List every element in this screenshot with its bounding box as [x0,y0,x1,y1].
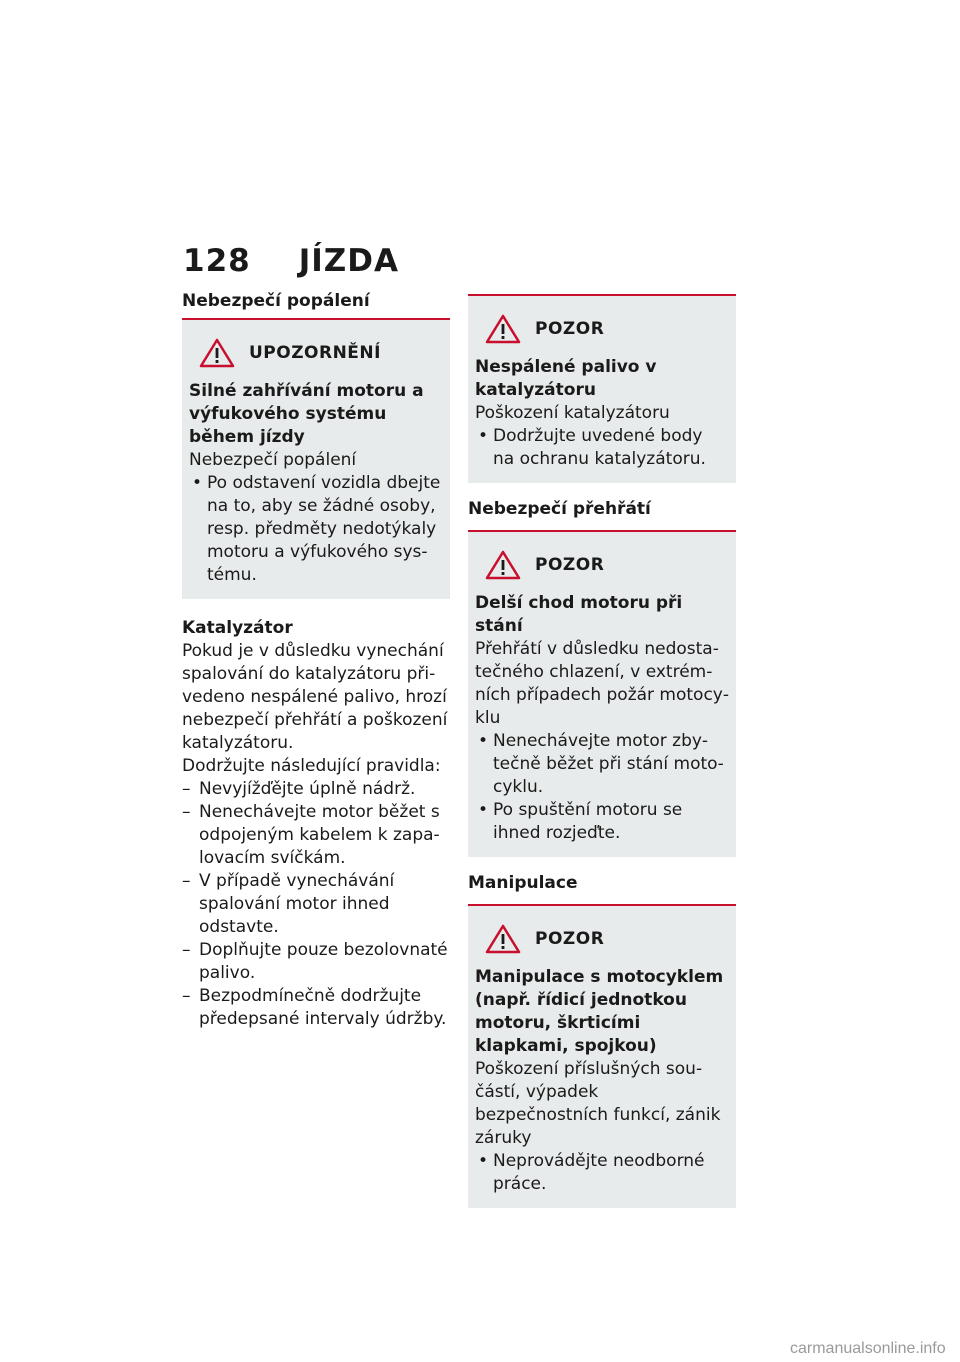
box-title: Delší chod motoru při stání [475,593,683,636]
box-title-row [475,924,729,954]
rules-list [182,778,450,1031]
rule-item: – Nenechávejte motor běžet s odpojeným kabelem k zapalovacím svíčkám. [182,801,450,870]
box-title-row [189,338,443,368]
box-title: Nespálené palivo v katalyzátoru [475,357,657,400]
bullet-item: • Nenechávejte motor zbytečně běžet při stání motocyklu. [475,730,729,799]
right-column [468,290,736,1208]
bullet-item: • Neprovádějte neodborné práce. [475,1150,729,1196]
warning-triangle-icon [485,314,521,344]
box-title-row [475,314,729,344]
watermark[interactable]: carmanualsonline.info [790,1340,946,1357]
caution-box-manipulation [468,906,736,1208]
box-subtitle: Poškození katalyzátoru [475,403,670,423]
box-title-row [475,550,729,580]
left-column [182,290,450,1031]
warning-triangle-icon [199,338,235,368]
chapter-title: JÍZDA [298,243,399,279]
box-bullets [475,425,729,471]
box-bullets [475,730,729,845]
bullet-item: • Dodržujte uvedené body na ochranu katalyzátoru. [475,425,729,471]
warning-triangle-icon [485,550,521,580]
box-bullets [189,472,443,587]
box-subtitle: Přehřátí v důsledku nedostatečného chlazení, v extrémních případech požár motocyklu [475,639,730,728]
rule-item: – Nevyjížďějte úplně nádrž. [182,778,450,801]
section-heading-burn: Nebezpečí popálení [182,291,370,311]
section-heading-catalyst: Katalyzátor [182,618,293,638]
box-bullets [475,1150,729,1196]
rule-item: – Bezpodmínečně dodržujte předepsané intervaly údržby. [182,985,450,1031]
rule-item: – Doplňujte pouze bezolovnaté palivo. [182,939,450,985]
box-label: POZOR [535,929,605,949]
page-number: 128 [183,243,251,279]
caution-box-catalyst [468,296,736,483]
box-title: Silné zahřívání motoru a výfukového systému během jízdy [189,381,424,447]
section-heading-overheat: Nebezpečí přehřátí [468,499,651,519]
section-heading-manipulation: Manipulace [468,873,578,893]
bullet-item: • Po odstavení vozidla dbejte na to, aby se žádné osoby, resp. předměty nedotýkaly motoru a výfukového systému. [189,472,443,587]
caution-box-overheat [468,532,736,857]
box-label: POZOR [535,319,605,339]
box-subtitle: Nebezpečí popálení [189,450,357,470]
page-header [183,243,399,279]
box-subtitle: Poškození příslušných součástí, výpadek bezpečnostních funkcí, zánik záruky [475,1059,721,1148]
rule-item: – V případě vynechávání spalování motor ihned odstavte. [182,870,450,939]
box-label: UPOZORNĚNÍ [249,343,381,363]
bullet-item: • Po spuštění motoru se ihned rozjeďte. [475,799,729,845]
catalyst-paragraph: Pokud je v důsledku vynechání spalování do katalyzátoru přivedeno nespálené palivo, hrozí nebezpečí přehřátí a poškození katalyzátoru. [182,641,448,753]
warning-box-burn [182,320,450,599]
rules-intro: Dodržujte následující pravidla: [182,756,441,776]
box-title: Manipulace s motocyklem (např. řídicí jednotkou motoru, škrticími klapkami, spojkou) [475,967,724,1056]
warning-triangle-icon [485,924,521,954]
box-label: POZOR [535,555,605,575]
